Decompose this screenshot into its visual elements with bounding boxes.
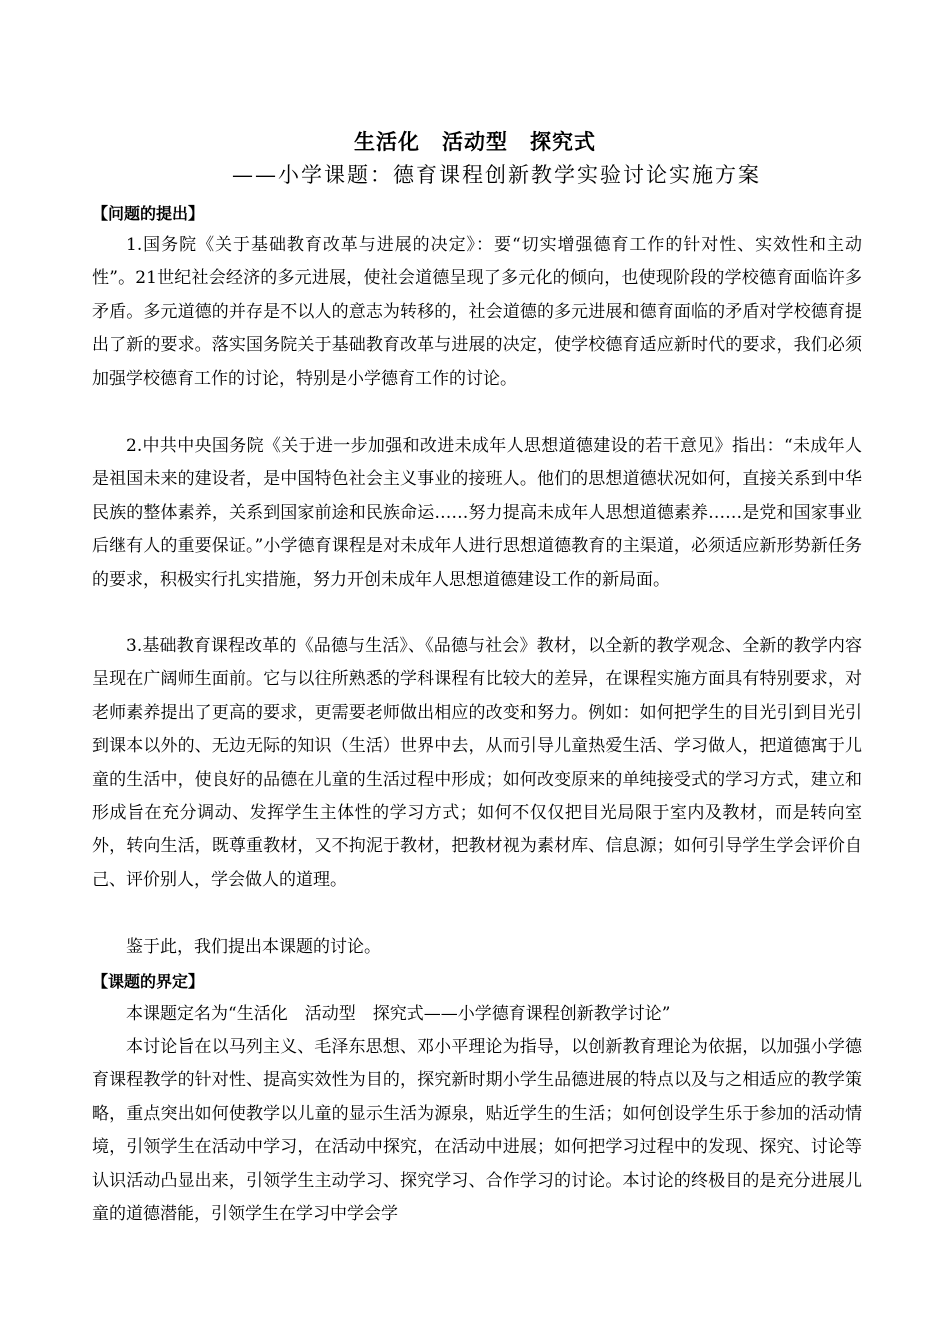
section-heading-definition: 【课题的界定】 (92, 972, 205, 991)
paragraph-definition-1: 本课题定名为“生活化 活动型 探究式——小学德育课程创新教学讨论” (126, 1004, 671, 1024)
paragraph-problem-4: 鉴于此，我们提出本课题的讨论。 (126, 937, 381, 957)
section-heading-problem: 【问题的提出】 (92, 204, 205, 223)
paragraph-problem-2: 2.中共中央国务院《关于进一步加强和改进未成年人思想道德建设的若干意见》指出：“未成年人是祖国未来的建设者，是中国特色社会主义事业的接班人。他们的思想道德状况如何，直接关系到中华民族的整体素养，关系到国家前途和民族命运……努力提高未成年人思想道德素养……是党和国家事业后继有人的重要保证。”小学德育课程是对未成年人进行思想道德教育的主渠道，必须适应新形势新任务的要求，积极实行扎实措施，努力开创未成年人思想道德建设工作的新局面。 (92, 436, 862, 590)
paragraph-problem-3: 3.基础教育课程改革的《品德与生活》、《品德与社会》教材，以全新的教学观念、全新的教学内容呈现在广阔师生面前。它与以往所熟悉的学科课程有比较大的差异，在课程实施方面具有特别要求，对老师素养提出了更高的要求，更需要老师做出相应的改变和努力。例如：如何把学生的目光引到目光引到课本以外的、无边无际的知识（生活）世界中去，从而引导儿童热爱生活、学习做人，把道德寓于儿童的生活中，使良好的品德在儿童的生活过程中形成；如何改变原来的单纯接受式的学习方式，建立和形成旨在充分调动、发挥学生主体性的学习方式；如何不仅仅把目光局限于室内及教材，而是转向室外，转向生活，既尊重教材，又不拘泥于教材，把教材视为素材库、信息源；如何引导学生学会评价自己、评价别人，学会做人的道理。 (92, 636, 862, 890)
document-title: 生活化 活动型 探究式 (354, 130, 596, 154)
document-subtitle: ——小学课题：德育课程创新教学实验讨论实施方案 (232, 163, 761, 187)
paragraph-problem-1: 1.国务院《关于基础教育改革与进展的决定》：要“切实增强德育工作的针对性、实效性和主动性”。21世纪社会经济的多元进展，使社会道德呈现了多元化的倾向，也使现阶段的学校德育面临许多矛盾。多元道德的并存是不以人的意志为转移的，社会道德的多元进展和德育面临的矛盾对学校德育提出了新的要求。落实国务院关于基础教育改革与进展的决定，使学校德育适应新时代的要求，我们必须加强学校德育工作的讨论，特别是小学德育工作的讨论。 (92, 235, 862, 389)
paragraph-definition-2: 本讨论旨在以马列主义、毛泽东思想、邓小平理论为指导，以创新教育理论为依据，以加强小学德育课程教学的针对性、提高实效性为目的，探究新时期小学生品德进展的特点以及与之相适应的教学策略，重点突出如何使教学以儿童的显示生活为源泉，贴近学生的生活；如何创设学生乐于参加的活动情境，引领学生在活动中学习，在活动中探究，在活动中进展；如何把学习过程中的发现、探究、讨论等认识活动凸显出来，引领学生主动学习、探究学习、合作学习的讨论。本讨论的终极目的是充分进展儿童的道德潜能，引领学生在学习中学会学 (92, 1037, 862, 1225)
